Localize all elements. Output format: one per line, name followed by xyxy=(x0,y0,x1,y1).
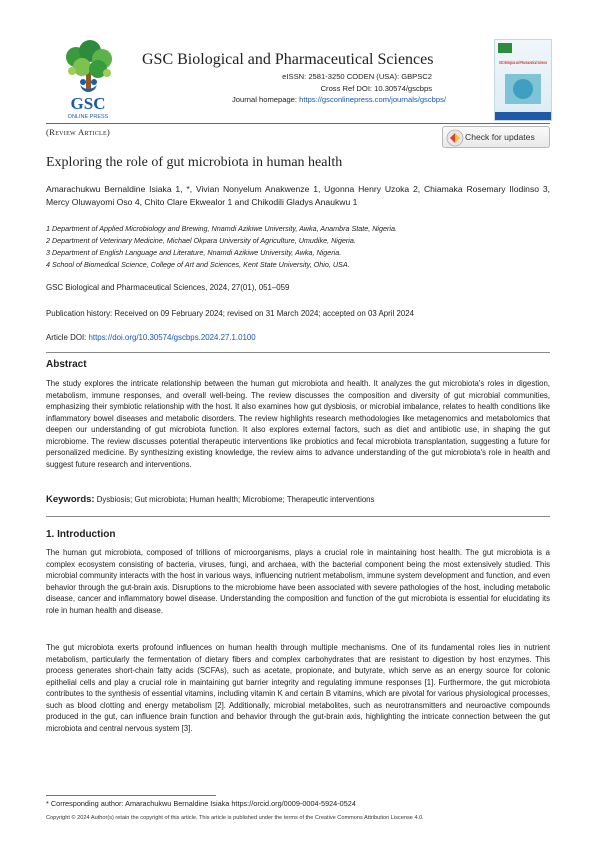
authors: Amarachukwu Bernaldine Isiaka 1, *, Vivian Nonyelum Anakwenze 1, Ugonna Henry Uzoka 2, Chiamaka Rosemary Ilodinso 3, Mercy Oluwayomi Oso 4, Chito Clare Ekwealor 1 and Chikodili Gladys Anaukwu 1 xyxy=(46,184,550,207)
intro-paragraph: The gut microbiota exerts profound influences on human health through multiple mechanisms. One of its fundamental roles lies in nutrient metabolism, particularly the fermentation of dietary fibers and complex carbohydrates that are resistant to digestion by host enzymes. This process generates short-chain fatty acids (SCFAs), such as acetate, propionate, and butyrate, which serve as an energy source for colonic epithelial cells and play a crucial role in maintaining gut barrier integrity and regulating immune responses [1]. Furthermore, the gut microbiota contributes to the synthesis of essential vitamins, including vitamin K and certain B vitamins, which are pivotal for various physiological processes, such as blood clotting and energy metabolism [2]. Additionally, microbial metabolites, such as neurotransmitters and neuroactive compounds produced in the gut, can influence brain function and behavior through the gut-brain axis, highlighting the intricate connection between the gut microbiota and central nervous system [3]. xyxy=(46,643,550,733)
footnote-divider xyxy=(46,795,216,796)
logo-text: GSC xyxy=(70,94,106,113)
doi-link[interactable]: https://doi.org/10.30574/gscbps.2024.27.1.0100 xyxy=(88,333,256,342)
affiliation: 4 School of Biomedical Science, College of Art and Sciences, Kent State University, Ohio, USA. xyxy=(46,260,350,269)
affiliation: 3 Department of English Language and Literature, Nnamdi Azikiwe University, Awka, Nigeria. xyxy=(46,248,342,257)
abstract-heading: Abstract xyxy=(46,359,87,370)
keywords-list: Dysbiosis; Gut microbiota; Human health; Microbiome; Therapeutic interventions xyxy=(96,495,375,504)
tree-logo-icon xyxy=(46,37,131,121)
crossref-line: Cross Ref DOI: 10.30574/gscbps xyxy=(320,83,432,93)
journal-header xyxy=(46,37,550,121)
intro-heading: 1. Introduction xyxy=(46,529,116,540)
issn-line: eISSN: 2581-3250 CODEN (USA): GBPSC2 xyxy=(282,72,432,81)
corresponding-author-footnote: * Corresponding author: Amarachukwu Bernaldine Isiaka https://orcid.org/0009-0004-5924-0524 xyxy=(46,799,356,808)
affiliations xyxy=(46,223,550,271)
check-updates-icon xyxy=(446,129,464,147)
journal-cover-thumbnail xyxy=(494,39,552,121)
affiliation: 2 Department of Veterinary Medicine, Michael Okpara University of Agriculture, Umudike, Nigeria. xyxy=(46,236,356,245)
intro-paragraph: The human gut microbiota, composed of trillions of microorganisms, plays a crucial role in maintaining host health. The gut microbiota is a complex ecosystem consisting of bacteria, viruses, fungi, and archaea, with the bacterial component being the most extensively studied. This microbial community interacts with the host in various ways, influencing nutrient metabolism, immune system development and function, and even behavior through the gut-brain axis. Disruptions to the microbiome have been associated with severe pathologies of the host, including metabolic disease, cancer and inflammatory bowel disease. Understanding the composition and function of the gut microbiota is essential for elucidating its role in human health and disease. xyxy=(46,548,550,615)
abstract-bottom-rule xyxy=(46,516,550,517)
affiliation: 1 Department of Applied Microbiology and Brewing, Nnamdi Azikiwe University, Awka, Anambra State, Nigeria. xyxy=(46,224,398,233)
abstract-top-rule xyxy=(46,352,550,353)
cover-title: GSC Biological and Pharmaceutical Sciences xyxy=(499,60,548,65)
journal-logo xyxy=(46,37,131,121)
homepage-label: Journal homepage: xyxy=(232,95,300,104)
article-doi xyxy=(46,332,550,343)
article-title: Exploring the role of gut microbiota in human health xyxy=(46,155,343,170)
copyright-notice: Copyright © 2024 Author(s) retain the copyright of this article. This article is published under the terms of the Creative Commons Attribution Liscense 4.0. xyxy=(46,815,424,821)
logo-subtext: ONLINE PRESS xyxy=(67,114,109,120)
publication-history: Publication history: Received on 09 February 2024; revised on 31 March 2024; accepted on 03 April 2024 xyxy=(46,309,415,318)
journal-title: GSC Biological and Pharmaceutical Sciences xyxy=(142,51,434,68)
article-type: (Review Article) xyxy=(46,127,111,137)
citation: GSC Biological and Pharmaceutical Sciences, 2024, 27(01), 051–059 xyxy=(46,283,290,292)
abstract-body: The study explores the intricate relationship between the human gut microbiota and health. It analyzes the gut microbiota's roles in digestion, metabolism, immune responses, and overall well-being. The review discusses the composition and diversity of gut microbial communities, emphasizing their symbiotic relationship with the host. It also examines how gut dysbiosis, or microbial imbalance, relates to health conditions like inflammatory bowel diseases and metabolic disorders. The review highlights research methodologies like metagenomics and metabolomics that deepen our understanding of gut microbiota function. It also explores external factors, such as diet and antibiotic use, in shaping the gut microbiome. The review discusses potential therapeutic interventions like probiotics and fecal microbiota transplantation, suggesting a future for personalized medicine. By synthesizing existing knowledge, the review aims to advance understanding of the gut microbiota's role in health and suggest future research and interventions. xyxy=(46,379,550,469)
check-for-updates-button[interactable] xyxy=(442,126,550,148)
keywords xyxy=(46,494,550,505)
journal-meta xyxy=(232,71,447,106)
check-updates-label: Check for updates xyxy=(465,132,535,142)
homepage-link[interactable]: https://gsconlinepress.com/journals/gscbps/ xyxy=(299,95,447,104)
doi-label: Article DOI: xyxy=(46,333,89,342)
homepage-line xyxy=(232,94,447,106)
header-divider xyxy=(46,123,550,124)
keywords-label: Keywords: xyxy=(46,494,95,505)
